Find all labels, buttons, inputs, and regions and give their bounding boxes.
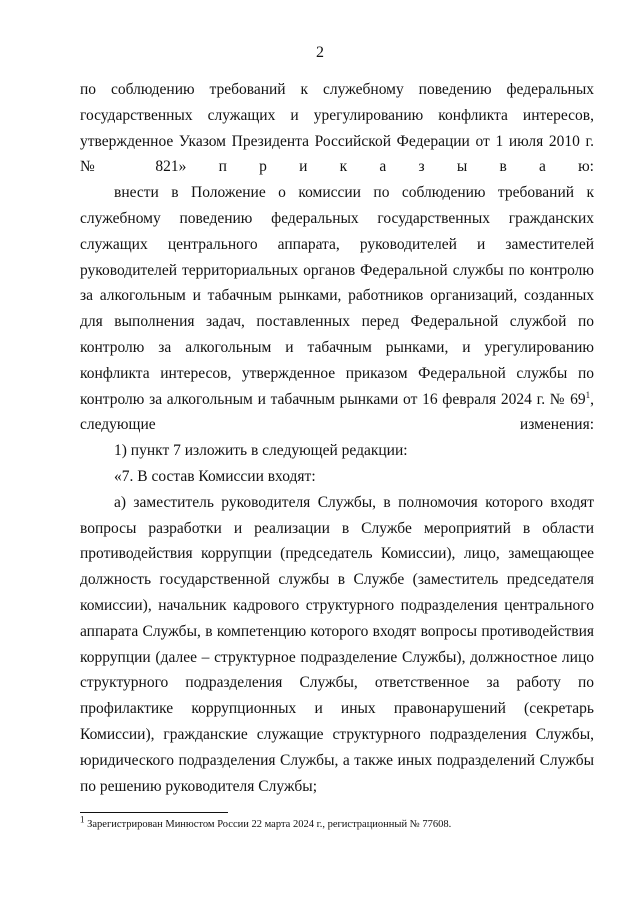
footnote	[80, 814, 600, 832]
footnote-marker: 1	[80, 814, 85, 825]
order-text-end: , следующие изменения:	[80, 390, 594, 434]
footnote-reference: 1	[585, 389, 591, 400]
paragraph-item-1: 1) пункт 7 изложить в следующей редакции:	[114, 442, 408, 460]
document-body	[80, 77, 594, 799]
paragraph-clause-7: «7. В состав Комиссии входят:	[114, 467, 316, 485]
paragraph-order	[80, 180, 594, 438]
order-text: внести в Положение о комиссии по соблюдению требований к служебному поведению федеральных государственных гражданских служащих центрального аппарата, руководителей и заместителей руководителей территориальных органов Федеральной службы по контролю за алкогольным и табачным рынками, работников организаций, созданных для выполнения задач, поставленных перед Федеральной службой по контролю за алкогольным и табачным рынками, и урегулированию конфликта интересов, утвержденное приказом Федеральной службы по контролю за алкогольным и табачным рынками от 16 февраля 2024 г. № 69	[80, 184, 594, 408]
page-number: 2	[316, 44, 324, 61]
footnote-divider	[80, 812, 228, 813]
paragraph-preamble: по соблюдению требований к служебному поведению федеральных государственных служащих и урегулированию конфликта интересов, утвержденное Указом Президента Российской Федерации от 1 июля 2010 г. № 821» п р и к а з ы в а ю:	[80, 81, 594, 176]
footnote-text: Зарегистрирован Минюстом России 22 марта 2024 г., регистрационный № 77608.	[84, 819, 452, 830]
paragraph-subitem-a: а) заместитель руководителя Службы, в полномочия которого входят вопросы разработки и реализации в Службе мероприятий в области противодействия коррупции (председатель Комиссии), лицо, замещающее должность государственной службы в Службе (заместитель председателя комиссии), начальник кадрового структурного подразделения центрального аппарата Службы, в компетенцию которого входят вопросы противодействия коррупции (далее – структурное подразделение Службы), должностное лицо структурного подразделения Службы, ответственное за работу по профилактике коррупционных и иных правонарушений (секретарь Комиссии), гражданские служащие структурного подразделения Службы, юридического подразделения Службы, а также иных подразделений Службы по решению руководителя Службы;	[80, 493, 594, 795]
